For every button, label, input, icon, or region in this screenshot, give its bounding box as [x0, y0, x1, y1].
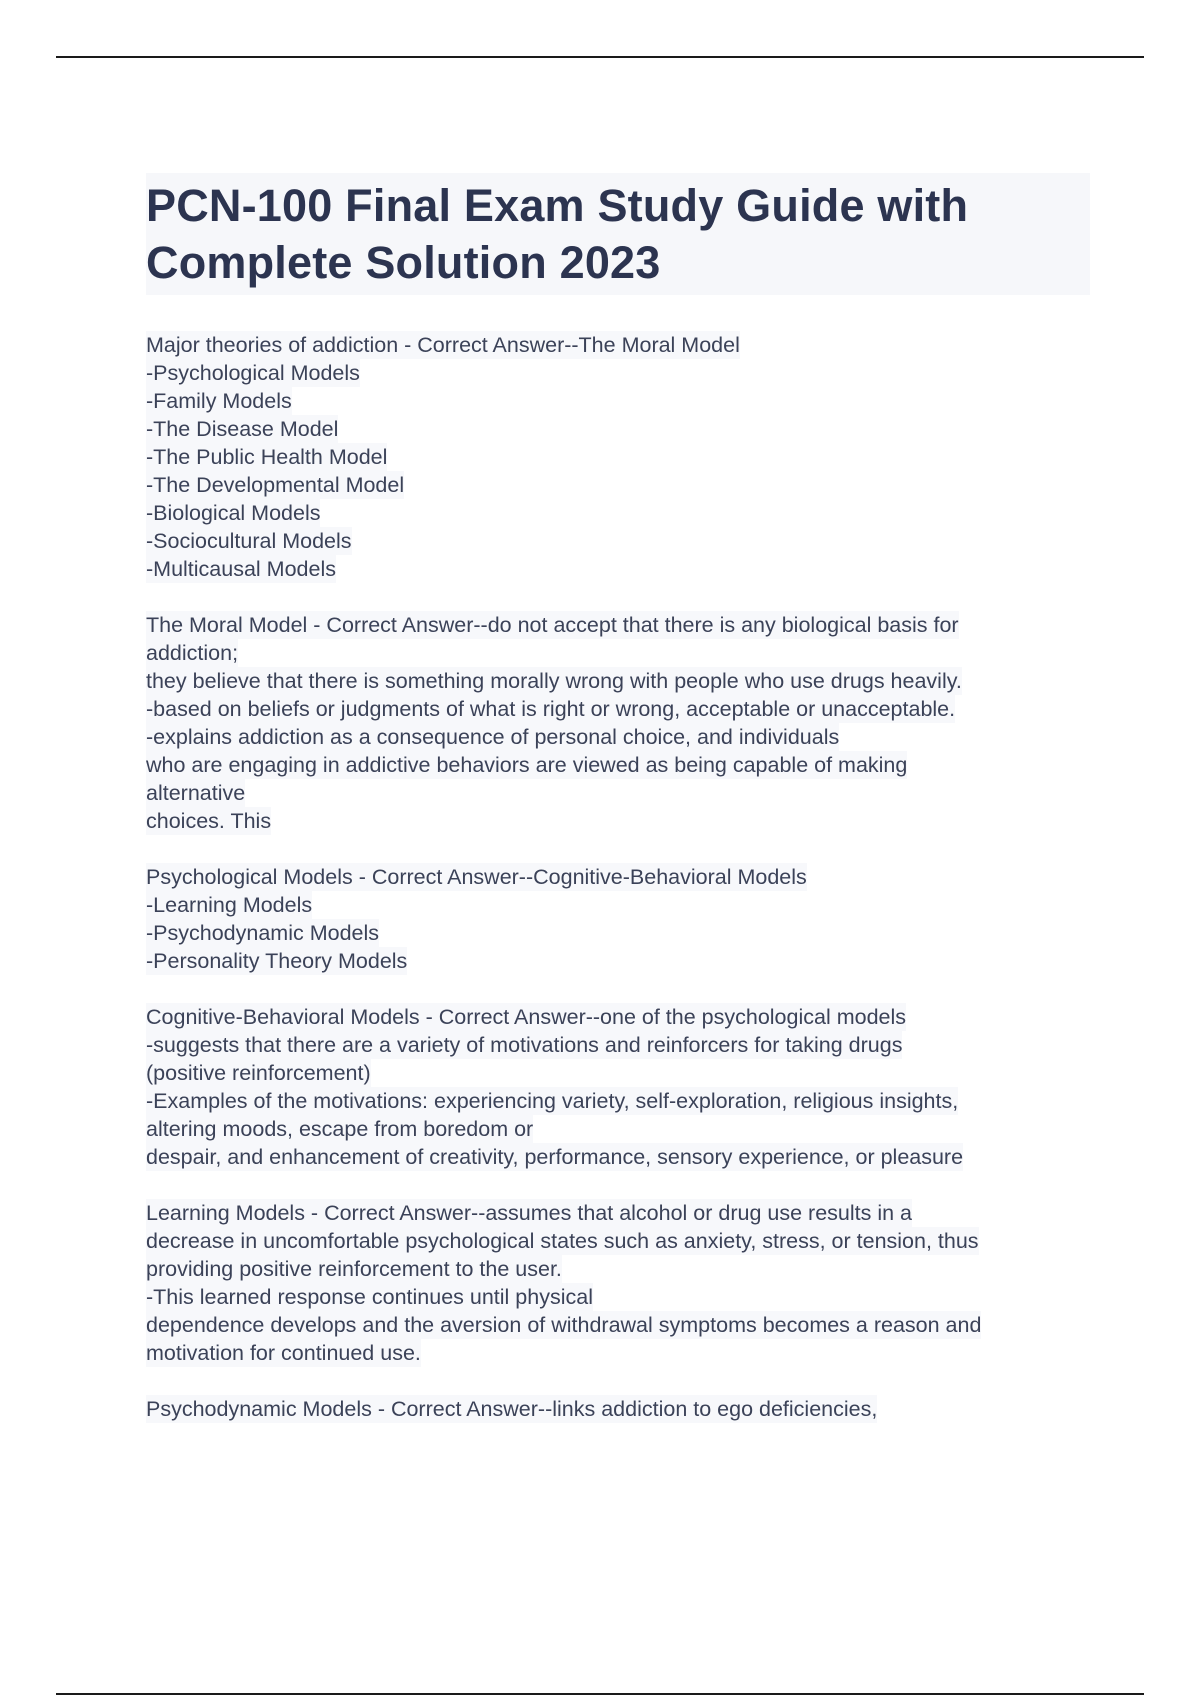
qa-major-theories [146, 331, 1090, 583]
qa-psychodynamic-models [146, 1395, 1090, 1423]
qa-line: The Moral Model - Correct Answer--do not accept that there is any biological basis for [146, 613, 959, 637]
qa-line: -Psychological Models [146, 361, 360, 385]
qa-learning-models [146, 1199, 1090, 1367]
qa-line: Major theories of addiction - Correct Answer--The Moral Model [146, 333, 740, 357]
qa-line: they believe that there is something morally wrong with people who use drugs heavily. [146, 669, 962, 693]
qa-line: -Examples of the motivations: experiencing variety, self-exploration, religious insights, [146, 1089, 959, 1113]
qa-line: despair, and enhancement of creativity, performance, sensory experience, or pleasure [146, 1145, 964, 1169]
qa-line: Learning Models - Correct Answer--assumes that alcohol or drug use results in a [146, 1201, 912, 1225]
qa-line: Psychodynamic Models - Correct Answer--links addiction to ego deficiencies, [146, 1397, 878, 1421]
qa-line: -Personality Theory Models [146, 949, 408, 973]
document-body [146, 173, 1090, 1423]
qa-line: -Family Models [146, 389, 292, 413]
qa-line: Cognitive-Behavioral Models - Correct Answer--one of the psychological models [146, 1005, 907, 1029]
qa-line: Psychological Models - Correct Answer--Cognitive-Behavioral Models [146, 865, 807, 889]
qa-line: altering moods, escape from boredom or [146, 1117, 534, 1141]
qa-line: (positive reinforcement) [146, 1061, 371, 1085]
qa-cognitive-behavioral-models [146, 1003, 1090, 1171]
document-title: PCN-100 Final Exam Study Guide with Complete Solution 2023 [146, 173, 1090, 295]
qa-line: -The Developmental Model [146, 473, 405, 497]
qa-line: -Psychodynamic Models [146, 921, 380, 945]
qa-line: -suggests that there are a variety of motivations and reinforcers for taking drugs [146, 1033, 903, 1057]
top-rule [56, 56, 1144, 58]
qa-line: -This learned response continues until physical [146, 1285, 593, 1309]
qa-line: -The Disease Model [146, 417, 339, 441]
qa-line: providing positive reinforcement to the user. [146, 1257, 562, 1281]
qa-line: -Sociocultural Models [146, 529, 352, 553]
qa-line: -based on beliefs or judgments of what is right or wrong, acceptable or unacceptable. [146, 697, 956, 721]
qa-line: decrease in uncomfortable psychological states such as anxiety, stress, or tension, thus [146, 1229, 979, 1253]
qa-line: -The Public Health Model [146, 445, 388, 469]
qa-line: -Learning Models [146, 893, 313, 917]
qa-line: -Biological Models [146, 501, 321, 525]
qa-moral-model [146, 611, 1090, 835]
qa-psychological-models [146, 863, 1090, 975]
qa-line: dependence develops and the aversion of withdrawal symptoms becomes a reason and [146, 1313, 982, 1337]
qa-line: -Multicausal Models [146, 557, 336, 581]
qa-line: motivation for continued use. [146, 1341, 421, 1365]
qa-line: -explains addiction as a consequence of personal choice, and individuals [146, 725, 840, 749]
qa-line: choices. This [146, 809, 272, 833]
qa-line: addiction; [146, 641, 239, 665]
qa-line: alternative [146, 781, 246, 805]
qa-line: who are engaging in addictive behaviors are viewed as being capable of making [146, 753, 908, 777]
bottom-rule [56, 1693, 1144, 1695]
